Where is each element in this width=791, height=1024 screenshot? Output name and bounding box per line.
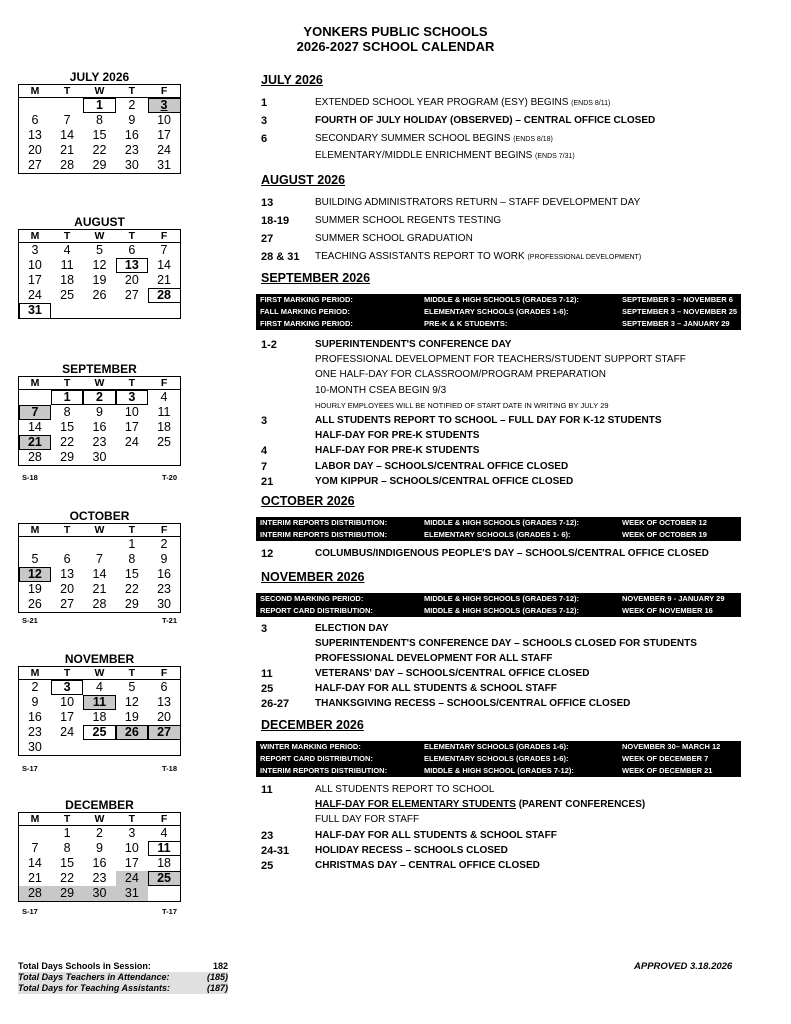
calendar-day: 2	[83, 390, 115, 406]
bar-row	[256, 306, 741, 318]
calendar-day: 11	[83, 695, 115, 710]
calendar-day: 6	[128, 243, 136, 257]
weekday-header: M	[19, 667, 51, 680]
event-text: HALF-DAY FOR ALL STUDENTS & SCHOOL STAFF	[315, 829, 557, 841]
calendar-month-name: JULY 2026	[69, 70, 130, 84]
calendar-day: 10	[27, 258, 42, 272]
period-label: INTERIM REPORTS DISTRIBUTION:	[260, 766, 388, 775]
event-text: HALF-DAY FOR ELEMENTARY STUDENTS (PARENT CONFERENCES)	[315, 799, 646, 811]
teacher-days: T-21	[161, 616, 177, 625]
calendar-day	[19, 537, 51, 553]
calendar-day: 29	[92, 158, 107, 172]
calendar-day: 7	[31, 841, 39, 855]
calendar-day: 16	[124, 128, 139, 142]
calendar-grid	[18, 229, 181, 319]
calendar-day: 3	[148, 98, 180, 114]
marking-period-bar	[256, 593, 741, 617]
bar-row	[256, 765, 741, 777]
bar-row	[256, 529, 741, 541]
calendar-day: 17	[157, 128, 171, 142]
calendar-day: 27	[148, 725, 180, 740]
event-date: 3	[261, 623, 268, 635]
weekday-header: W	[83, 524, 115, 537]
calendar-day: 14	[157, 258, 171, 272]
calendar-day: 11	[60, 258, 74, 272]
weekday-header: M	[19, 377, 51, 390]
event-text: PROFESSIONAL DEVELOPMENT FOR TEACHERS/STUDENT SUPPORT STAFF	[315, 354, 686, 366]
calendar-day: 29	[51, 886, 83, 902]
calendar-day: 28	[19, 886, 51, 902]
calendar-day: 28	[92, 597, 107, 611]
weekday-header: T	[51, 230, 83, 243]
event-text: CHRISTMAS DAY – CENTRAL OFFICE CLOSED	[315, 860, 540, 871]
district-name: YONKERS PUBLIC SCHOOLS	[303, 24, 488, 39]
calendar-day	[83, 740, 115, 756]
grade-group: MIDDLE & HIGH SCHOOL (GRADES 7-12):	[424, 766, 574, 775]
calendar-day: 8	[63, 405, 71, 419]
calendar-day: 23	[27, 725, 42, 739]
weekday-header: T	[51, 813, 83, 826]
approval-date: APPROVED 3.18.2026	[634, 961, 733, 972]
event-text: ONE HALF-DAY FOR CLASSROOM/PROGRAM PREPARATION	[315, 369, 606, 381]
calendar-day: 12	[92, 258, 107, 272]
calendar-day: 9	[31, 695, 39, 709]
calendar-month-name: SEPTEMBER	[62, 362, 137, 376]
calendar-day: 1	[51, 390, 83, 406]
calendar-day: 21	[27, 871, 42, 885]
calendar-day: 4	[63, 243, 71, 257]
total-days-assistants: Total Days for Teaching Assistants: (187)	[18, 983, 228, 993]
calendar-day: 12	[124, 695, 139, 709]
calendar-day: 24	[60, 725, 75, 739]
weekday-header: W	[83, 377, 115, 390]
marking-period-bar	[256, 294, 741, 330]
weekday-header: W	[83, 85, 115, 98]
event-text: 10-MONTH CSEA BEGIN 9/3	[315, 384, 447, 396]
date-range: WEEK OF OCTOBER 12	[622, 518, 707, 527]
grade-group: MIDDLE & HIGH SCHOOLS (GRADES 7-12):	[424, 295, 580, 304]
section-december: DECEMBER 2026	[261, 718, 364, 732]
event-text: VETERANS' DAY – SCHOOLS/CENTRAL OFFICE CLOSED	[315, 668, 590, 679]
section-july: JULY 2026	[261, 73, 323, 87]
weekday-header: T	[116, 230, 148, 243]
event-text: THANKSGIVING RECESS – SCHOOLS/CENTRAL OFFICE CLOSED	[315, 698, 631, 709]
weekday-header: F	[148, 667, 180, 680]
event-text: ALL STUDENTS REPORT TO SCHOOL – FULL DAY FOR K-12 STUDENTS	[315, 415, 662, 426]
date-range: WEEK OF NOVEMBER 16	[622, 606, 713, 615]
section-august: AUGUST 2026	[261, 173, 346, 187]
calendar-day: 1	[83, 98, 115, 114]
calendar-day	[19, 98, 51, 114]
bar-row	[256, 593, 741, 605]
calendar-day: 30	[124, 158, 139, 172]
calendar-day: 9	[128, 113, 136, 127]
calendar-day: 17	[60, 710, 75, 724]
calendar-day: 22	[60, 435, 75, 449]
grade-group: PRE-K & K STUDENTS:	[424, 319, 508, 328]
date-range: SEPTEMBER 3 – NOVEMBER 6	[622, 295, 733, 304]
weekday-header: W	[83, 667, 115, 680]
weekday-header: T	[116, 377, 148, 390]
bar-row	[256, 753, 741, 765]
weekday-header: T	[116, 85, 148, 98]
calendar-day: 29	[124, 597, 139, 611]
calendar-day: 8	[128, 552, 136, 566]
calendar-month-name: OCTOBER	[69, 509, 130, 523]
calendar-month-name: DECEMBER	[65, 798, 134, 812]
marking-period-bar	[256, 741, 741, 777]
calendar-day	[116, 740, 148, 756]
calendar-day	[51, 98, 83, 114]
event-text: ALL STUDENTS REPORT TO SCHOOL	[315, 784, 495, 795]
calendar-day: 17	[124, 856, 139, 870]
weekday-header: W	[83, 813, 115, 826]
calendar-day: 6	[63, 552, 71, 566]
calendar-day: 28	[148, 288, 180, 303]
calendar-day: 15	[124, 567, 139, 581]
teacher-days: T-20	[161, 473, 177, 482]
calendar-day: 4	[160, 390, 168, 404]
calendar-day: 7	[160, 243, 168, 257]
weekday-header: T	[116, 524, 148, 537]
calendar-day: 18	[157, 856, 171, 870]
calendar-day: 30	[92, 450, 107, 464]
weekday-header: M	[19, 85, 51, 98]
calendar-day: 26	[27, 597, 42, 611]
calendar-day: 16	[157, 567, 171, 581]
calendar-day: 23	[124, 143, 139, 157]
calendar-day: 3	[128, 826, 136, 840]
calendar-day: 15	[92, 128, 107, 142]
event-date: 11	[261, 668, 273, 680]
event-date: 21	[261, 475, 274, 488]
calendar-day: 20	[27, 143, 42, 157]
calendar-grid	[18, 376, 181, 466]
calendar-day: 10	[124, 841, 139, 855]
calendar-day: 14	[27, 856, 42, 870]
calendar-day: 21	[19, 435, 51, 450]
calendar-day	[19, 826, 51, 842]
calendar-day: 24	[116, 871, 148, 886]
event-date: 24-31	[261, 844, 290, 857]
event-date: 23	[261, 829, 274, 842]
calendar-day: 21	[92, 582, 107, 596]
calendar-day: 27	[60, 597, 75, 611]
bar-row	[256, 741, 741, 753]
weekday-header: F	[148, 813, 180, 826]
date-range: WEEK OF DECEMBER 21	[622, 766, 713, 775]
calendar-day: 7	[19, 405, 51, 420]
calendar-day: 15	[60, 856, 75, 870]
calendar-day: 13	[157, 695, 171, 709]
bar-row	[256, 318, 741, 330]
calendar-day: 16	[92, 856, 107, 870]
event-date: 26-27	[261, 698, 290, 710]
total-days-session: Total Days Schools in Session: 182	[18, 961, 228, 971]
student-days: S-21	[22, 616, 38, 625]
calendar-day: 13	[60, 567, 75, 581]
weekday-header: M	[19, 813, 51, 826]
calendar-day: 20	[124, 273, 139, 287]
calendar-day	[148, 886, 180, 902]
calendar-day: 14	[27, 420, 42, 434]
student-days: S-17	[22, 907, 38, 916]
calendar-day: 6	[160, 680, 168, 694]
calendar-day	[51, 537, 83, 553]
period-label: SECOND MARKING PERIOD:	[260, 594, 364, 603]
calendar-day: 12	[19, 567, 51, 582]
date-range: NOVEMBER 30– MARCH 12	[622, 742, 721, 751]
calendar-day: 23	[92, 435, 107, 449]
section-november: NOVEMBER 2026	[261, 570, 365, 584]
calendar-day	[148, 450, 180, 466]
calendar-day	[116, 303, 148, 319]
calendar-day: 9	[96, 841, 103, 855]
event-date: 11	[261, 784, 273, 796]
weekday-header: M	[19, 524, 51, 537]
calendar-day: 27	[27, 158, 42, 172]
weekday-header: T	[51, 667, 83, 680]
calendar-day: 5	[128, 680, 136, 694]
event-text: SUPERINTENDENT'S CONFERENCE DAY – SCHOOLS CLOSED FOR STUDENTS	[315, 638, 697, 649]
calendar-day: 10	[157, 113, 171, 127]
grade-group: ELEMENTARY SCHOOLS (GRADES 1- 6):	[424, 530, 571, 539]
calendar-day: 26	[92, 288, 107, 302]
calendar-day: 22	[60, 871, 75, 885]
calendar-day: 25	[148, 871, 180, 886]
bar-row	[256, 294, 741, 306]
grade-group: ELEMENTARY SCHOOLS (GRADES 1-6):	[424, 307, 569, 316]
calendar-day: 24	[157, 143, 171, 157]
event-date: 4	[261, 445, 268, 458]
calendar-day: 22	[124, 582, 139, 596]
student-days: S-18	[22, 473, 38, 482]
date-range: SEPTEMBER 3 – JANUARY 29	[622, 319, 730, 328]
calendar-day: 13	[27, 128, 42, 142]
period-label: FIRST MARKING PERIOD:	[260, 295, 353, 304]
calendar-day: 28	[60, 158, 75, 172]
calendar-grid	[18, 812, 181, 902]
weekday-header: F	[148, 85, 180, 98]
calendar-day: 19	[92, 273, 107, 287]
calendar-day: 8	[63, 841, 71, 855]
calendar-day: 27	[124, 288, 139, 302]
calendar-day: 5	[96, 243, 103, 257]
calendar-day: 7	[96, 552, 103, 566]
calendar-day: 23	[92, 871, 107, 885]
calendar-day: 31	[19, 303, 51, 319]
calendar-day: 1	[128, 537, 136, 551]
weekday-header: F	[148, 377, 180, 390]
event-text: HALF-DAY FOR ALL STUDENTS & SCHOOL STAFF	[315, 683, 557, 694]
calendar-day: 18	[92, 710, 107, 724]
event-text: ELECTION DAY	[315, 623, 389, 634]
calendar-day: 10	[124, 405, 139, 419]
calendar-month-name: AUGUST	[74, 215, 125, 229]
calendar-day: 2	[96, 826, 103, 840]
calendar-day: 31	[116, 886, 148, 902]
calendar-day: 11	[157, 405, 171, 419]
period-label: FALL MARKING PERIOD:	[260, 307, 350, 316]
calendar-day: 3	[116, 390, 148, 406]
calendar-day: 11	[148, 841, 180, 856]
calendar-day: 4	[160, 826, 168, 840]
section-october: OCTOBER 2026	[261, 494, 355, 508]
calendar-day: 30	[27, 740, 42, 754]
calendar-day: 17	[124, 420, 139, 434]
calendar-day: 8	[96, 113, 103, 127]
date-range: WEEK OF DECEMBER 7	[622, 754, 709, 763]
calendar-day: 21	[157, 273, 171, 287]
event-text: HOURLY EMPLOYEES WILL BE NOTIFIED OF START DATE IN WRITING BY JULY 29	[315, 400, 609, 410]
calendar-day	[148, 740, 180, 756]
calendar-grid	[18, 523, 181, 613]
calendar-day	[19, 390, 51, 406]
calendar-day: 28	[27, 450, 42, 464]
calendar-day: 14	[92, 567, 107, 581]
calendar-day	[51, 303, 83, 319]
calendar-month-name: NOVEMBER	[64, 652, 135, 666]
teacher-days: T-17	[161, 907, 177, 916]
calendar-day: 18	[60, 273, 75, 287]
period-label: FIRST MARKING PERIOD:	[260, 319, 353, 328]
calendar-day: 20	[157, 710, 171, 724]
event-text: FULL DAY FOR STAFF	[315, 814, 420, 826]
date-range: WEEK OF OCTOBER 19	[622, 530, 707, 539]
calendar-day: 21	[60, 143, 75, 157]
event-date: 1-2	[261, 339, 277, 351]
calendar-day: 5	[31, 552, 39, 566]
calendar-day: 30	[83, 886, 115, 902]
weekday-header: F	[148, 230, 180, 243]
event-text: PROFESSIONAL DEVELOPMENT FOR ALL STAFF	[315, 653, 553, 664]
bar-row	[256, 517, 741, 529]
page-header	[0, 24, 791, 54]
event-date: 7	[261, 460, 268, 473]
event-text: HALF-DAY FOR PRE-K STUDENTS	[315, 445, 480, 457]
date-range: NOVEMBER 9 - JANUARY 29	[622, 594, 725, 603]
grade-group: ELEMENTARY SCHOOLS (GRADES 1-6):	[424, 742, 569, 751]
calendar-day: 19	[27, 582, 42, 596]
weekday-header: T	[116, 667, 148, 680]
event-date: 3	[261, 415, 268, 427]
calendar-day: 25	[83, 725, 115, 740]
grade-group: MIDDLE & HIGH SCHOOLS (GRADES 7-12):	[424, 518, 580, 527]
period-label: REPORT CARD DISTRIBUTION:	[260, 606, 373, 615]
calendar-grid	[18, 666, 181, 756]
calendar-day: 9	[96, 405, 103, 419]
weekday-header: T	[116, 813, 148, 826]
calendar-day: 16	[92, 420, 107, 434]
event-text: HALF-DAY FOR PRE-K STUDENTS	[315, 430, 480, 442]
grade-group: MIDDLE & HIGH SCHOOLS (GRADES 7-12):	[424, 606, 580, 615]
calendar-day: 7	[63, 113, 71, 127]
calendar-day: 15	[60, 420, 75, 434]
weekday-header: T	[51, 377, 83, 390]
calendar-day: 3	[31, 243, 39, 257]
calendar-day: 30	[157, 597, 171, 611]
event-text: YOM KIPPUR – SCHOOLS/CENTRAL OFFICE CLOSED	[315, 475, 574, 487]
calendar-day: 16	[27, 710, 42, 724]
weekday-header: W	[83, 230, 115, 243]
weekday-header: T	[51, 85, 83, 98]
period-label: INTERIM REPORTS DISTRIBUTION:	[260, 518, 388, 527]
totals	[18, 961, 228, 994]
calendar-day: 19	[124, 710, 139, 724]
calendar-day: 13	[116, 258, 148, 273]
event-text: LABOR DAY – SCHOOLS/CENTRAL OFFICE CLOSED	[315, 460, 569, 472]
calendar-day: 9	[160, 552, 168, 566]
calendar-day: 10	[60, 695, 75, 709]
calendar-day: 2	[160, 537, 168, 551]
calendar-day: 18	[157, 420, 171, 434]
calendar-day: 24	[124, 435, 139, 449]
calendar-day	[116, 450, 148, 466]
date-range: SEPTEMBER 3 – NOVEMBER 25	[622, 307, 738, 316]
calendar-day: 2	[31, 680, 39, 694]
calendar-day: 17	[27, 273, 42, 287]
calendar-day: 24	[27, 288, 42, 302]
calendar-day: 29	[60, 450, 75, 464]
weekday-header: T	[51, 524, 83, 537]
student-days: S-17	[22, 764, 38, 773]
interim-reports-bar	[256, 517, 741, 541]
event-text: HOLIDAY RECESS – SCHOOLS CLOSED	[315, 844, 508, 856]
calendar-day: 31	[157, 158, 171, 172]
calendar-day	[83, 303, 115, 319]
calendar-title: 2026-2027 SCHOOL CALENDAR	[296, 39, 495, 54]
teacher-days: T-18	[161, 764, 177, 773]
grade-group: ELEMENTARY SCHOOLS (GRADES 1-6):	[424, 754, 569, 763]
calendar-day	[51, 740, 83, 756]
calendar-day: 26	[116, 725, 148, 740]
event-date: 25	[261, 683, 274, 695]
event-date: 25	[261, 860, 274, 872]
calendar-grid	[18, 84, 181, 174]
calendar-day: 14	[60, 128, 75, 142]
calendar-day: 25	[157, 435, 171, 449]
weekday-header: F	[148, 524, 180, 537]
period-label: INTERIM REPORTS DISTRIBUTION:	[260, 530, 388, 539]
period-label: REPORT CARD DISTRIBUTION:	[260, 754, 373, 763]
calendar-day: 22	[92, 143, 107, 157]
grade-group: MIDDLE & HIGH SCHOOLS (GRADES 7-12):	[424, 594, 580, 603]
calendar-day: 6	[31, 113, 39, 127]
calendar-day: 2	[128, 98, 136, 112]
bar-row	[256, 605, 741, 617]
weekday-header: M	[19, 230, 51, 243]
calendar-day: 1	[63, 826, 71, 840]
calendar-day: 3	[51, 680, 83, 696]
calendar-day	[83, 537, 115, 553]
section-september: SEPTEMBER 2026	[261, 271, 371, 285]
event-text: SUPERINTENDENT'S CONFERENCE DAY	[315, 339, 512, 350]
calendar-day: 25	[60, 288, 75, 302]
calendar-day: 20	[60, 582, 75, 596]
total-days-teachers: Total Days Teachers in Attendance: (185)	[18, 972, 228, 982]
period-label: WINTER MARKING PERIOD:	[260, 742, 361, 751]
calendar-day: 4	[96, 680, 103, 694]
calendar-day: 23	[157, 582, 171, 596]
calendar-day	[148, 303, 180, 319]
